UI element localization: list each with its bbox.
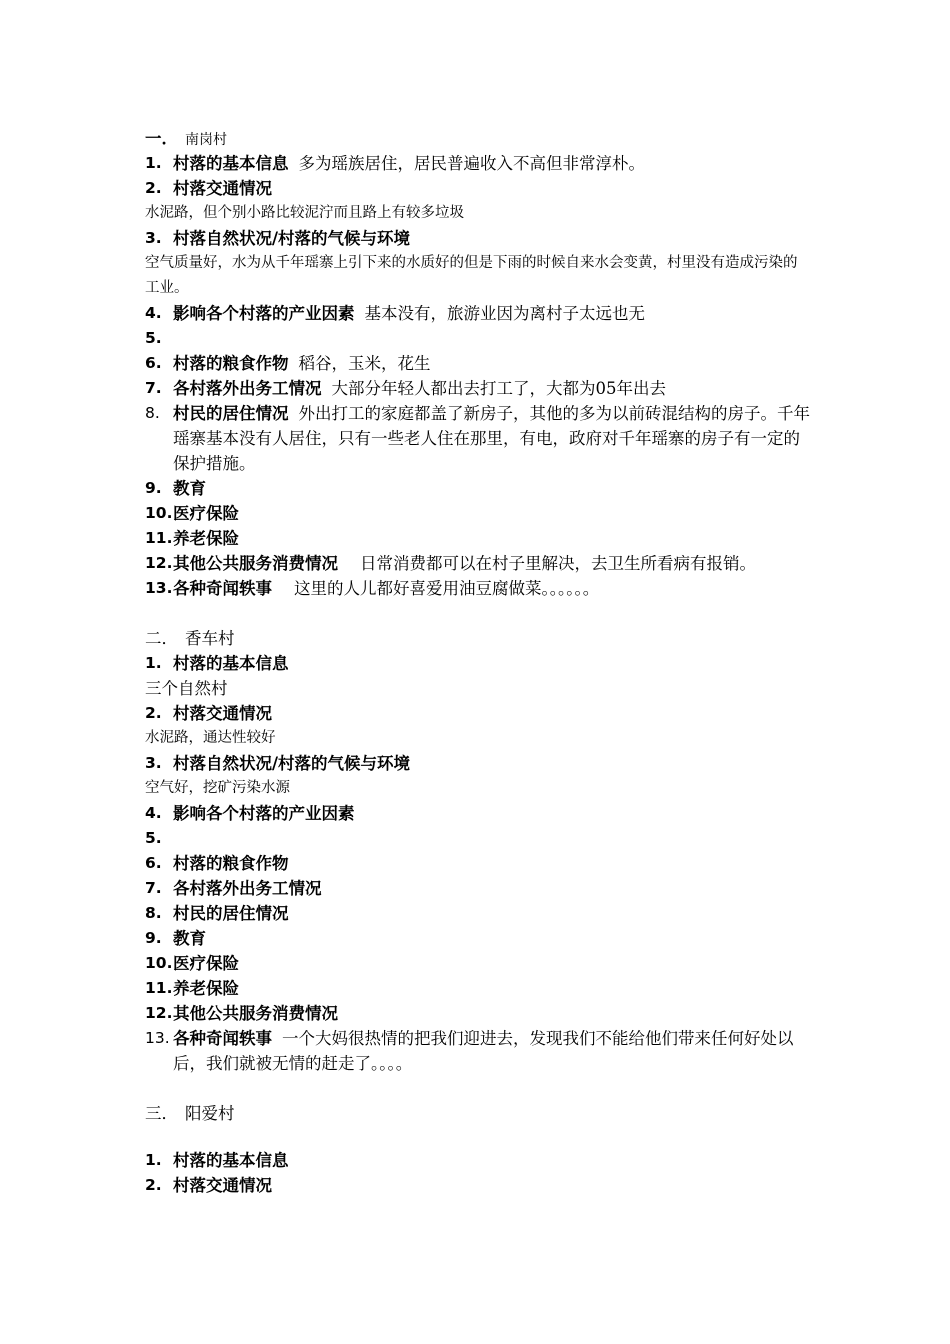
section-marker: 三． (145, 1104, 178, 1123)
list-item (145, 526, 810, 551)
item-title: 影响各个村落的产业因素 (173, 304, 355, 323)
item-number: 8. (145, 404, 160, 422)
list-item (145, 376, 810, 401)
item-number: 8. (145, 904, 162, 922)
item-number: 4. (145, 804, 162, 822)
item-number: 3. (145, 754, 162, 772)
list-item (145, 1148, 810, 1173)
item-title: 教育 (173, 929, 206, 948)
list-item (145, 351, 810, 376)
item-number: 3. (145, 229, 162, 247)
list-item (145, 876, 810, 901)
item-title: 影响各个村落的产业因素 (173, 804, 355, 823)
list-item (145, 701, 810, 726)
section-marker: 二． (145, 629, 178, 648)
item-number: 12. (145, 1004, 173, 1022)
item-desc: 一个大妈很热情的把我们迎进去，发现我们不能给他们带来任何好处以后，我们就被无情的赶走了。。。。 (173, 1029, 794, 1073)
item-title: 村民的居住情况 (173, 404, 289, 423)
item-title: 村落自然状况/村落的气候与环境 (173, 229, 411, 248)
item-number: 5. (145, 329, 162, 347)
section-heading-3 (145, 1101, 810, 1126)
item-title: 村民的居住情况 (173, 904, 289, 923)
list-item (145, 951, 810, 976)
item-title: 其他公共服务消费情况 (173, 1004, 338, 1023)
list-item (145, 926, 810, 951)
section-heading-1 (145, 126, 810, 151)
list-item (145, 1026, 810, 1076)
item-title: 村落自然状况/村落的气候与环境 (173, 754, 411, 773)
list-item (145, 476, 810, 501)
list-item (145, 826, 810, 851)
item-number: 7. (145, 379, 162, 397)
item-title: 医疗保险 (173, 504, 239, 523)
item-title: 各村落外出务工情况 (173, 879, 322, 898)
item-title: 村落的基本信息 (173, 1151, 289, 1170)
item-desc: 日常消费都可以在村子里解决，去卫生所看病有报销。 (360, 554, 756, 573)
item-number: 2. (145, 1176, 162, 1194)
item-number: 11. (145, 979, 173, 997)
item-number: 2. (145, 704, 162, 722)
item-title: 村落交通情况 (173, 704, 272, 723)
item-title: 其他公共服务消费情况 (173, 554, 338, 573)
item-desc: 稻谷，玉米，花生 (298, 354, 431, 373)
item-title: 村落交通情况 (173, 1176, 272, 1195)
item-number: 12. (145, 554, 173, 572)
section-name: 阳爱村 (185, 1104, 235, 1123)
item-number: 9. (145, 929, 162, 947)
item-desc: 大部分年轻人都出去打工了，大都为05年出去 (331, 379, 666, 398)
item-number: 11. (145, 529, 173, 547)
item-title: 教育 (173, 479, 206, 498)
list-item (145, 176, 810, 201)
spacer (145, 601, 810, 626)
item-number: 10. (145, 954, 173, 972)
section-heading-2 (145, 626, 810, 651)
list-item (145, 901, 810, 926)
item-note: 空气好，挖矿污染水源 (145, 780, 290, 796)
item-number: 2. (145, 179, 162, 197)
item-title: 村落的基本信息 (173, 654, 289, 673)
section-name: 香车村 (185, 629, 235, 648)
spacer (145, 1076, 810, 1101)
item-title: 各种奇闻轶事 (173, 1029, 272, 1048)
list-item (145, 1173, 810, 1198)
item-desc: 基本没有，旅游业因为离村子太远也无 (364, 304, 645, 323)
item-number: 4. (145, 304, 162, 322)
item-number: 1. (145, 654, 162, 672)
list-item (145, 326, 810, 351)
section-marker: 一． (145, 129, 178, 148)
list-item (145, 651, 810, 676)
item-title: 医疗保险 (173, 954, 239, 973)
item-title: 各种奇闻轶事 (173, 579, 272, 598)
list-item (145, 751, 810, 776)
list-item (145, 976, 810, 1001)
list-item (145, 801, 810, 826)
spacer (145, 1126, 810, 1148)
item-title: 养老保险 (173, 979, 239, 998)
item-number: 7. (145, 879, 162, 897)
item-title: 村落的基本信息 (173, 154, 289, 173)
list-item (145, 226, 810, 251)
item-title: 村落交通情况 (173, 179, 272, 198)
list-item (145, 401, 810, 476)
list-item (145, 301, 810, 326)
item-plain: 三个自然村 (145, 679, 228, 698)
item-desc: 多为瑶族居住，居民普遍收入不高但非常淳朴。 (298, 154, 645, 173)
item-number: 13. (145, 579, 173, 597)
item-number: 13. (145, 1029, 170, 1047)
item-title: 养老保险 (173, 529, 239, 548)
list-item (145, 851, 810, 876)
section-name: 南岗村 (185, 132, 227, 148)
item-number: 10. (145, 504, 173, 522)
item-number: 6. (145, 354, 162, 372)
item-number: 6. (145, 854, 162, 872)
list-item (145, 551, 810, 576)
item-note: 水泥路，通达性较好 (145, 730, 276, 746)
item-desc: 这里的人儿都好喜爱用油豆腐做菜。。。。。。 (294, 579, 600, 598)
item-title: 各村落外出务工情况 (173, 379, 322, 398)
list-item (145, 501, 810, 526)
item-note: 空气质量好，水为从千年瑶寨上引下来的水质好的但是下雨的时候自来水会变黄，村里没有造成污染的工业。 (145, 255, 798, 296)
item-desc: 外出打工的家庭都盖了新房子，其他的多为以前砖混结构的房子。千年瑶寨基本没有人居住，只有一些老人住在那里，有电，政府对千年瑶寨的房子有一定的保护措施。 (173, 404, 810, 473)
item-title: 村落的粮食作物 (173, 354, 289, 373)
item-note: 水泥路，但个别小路比较泥泞而且路上有较多垃圾 (145, 205, 464, 221)
item-number: 1. (145, 154, 162, 172)
item-number: 5. (145, 829, 162, 847)
item-number: 1. (145, 1151, 162, 1169)
list-item (145, 1001, 810, 1026)
list-item (145, 576, 810, 601)
list-item (145, 151, 810, 176)
item-title: 村落的粮食作物 (173, 854, 289, 873)
item-number: 9. (145, 479, 162, 497)
document-body (145, 126, 810, 1198)
